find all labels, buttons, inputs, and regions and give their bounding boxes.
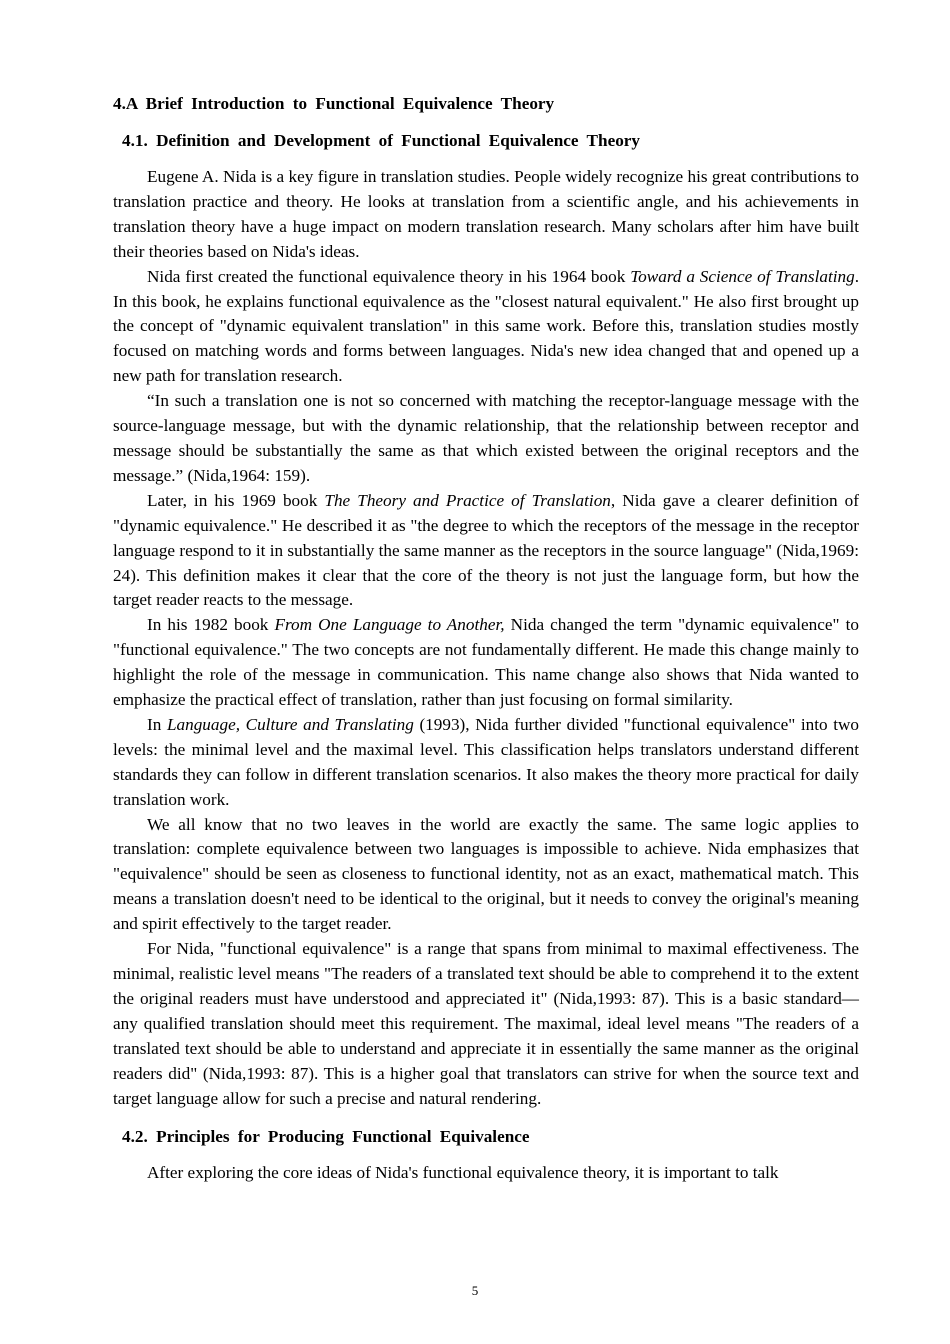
paragraph: After exploring the core ideas of Nida's functional equivalence theory, it is important to talk <box>147 1163 779 1183</box>
paragraph: Eugene A. Nida is a key figure in translation studies. People widely recognize his great contributions to translation practice and theory. He looks at translation from a scientific angle, and his achievements in translation theory have a huge impact on modern translation research. Many scholars after him have built their theories based on Nida's ideas. <box>113 167 859 261</box>
quote-paragraph: “In such a translation one is not so concerned with matching the receptor-language message with the source-language message, but with the dynamic relationship, that the relationship between receptor and message should be substantially the same as that which existed between the original receptors and the message.” (Nida,1964: 159). <box>113 391 859 485</box>
paragraph: In Language, Culture and Translating (1993), Nida further divided "functional equivalence" into two levels: the minimal level and the maximal level. This classification helps translators understand different standards they can follow in different translation scenarios. It also makes the theory more practical for daily translation work. <box>113 714 859 809</box>
paragraph: For Nida, "functional equivalence" is a range that spans from minimal to maximal effectiveness. The minimal, realistic level means "The readers of a translated text should be able to comprehend it to the extent the original readers must have understood and appreciated it" (Nida,1993: 87). This is a basic standard—any qualified translation should meet this requirement. The maximal, ideal level means "The readers of a translated text should be able to understand and appreciate it in essentially the same manner as the original readers did" (Nida,1993: 87). This is a higher goal that translators can strive for when the source text and target language allow for such a precise and natural rendering. <box>113 939 859 1108</box>
paragraph: In his 1982 book From One Language to Another, Nida changed the term "dynamic equivalence" to "functional equivalence." The two concepts are not fundamentally different. He made this change mainly to highlight the role of the message in communication. This name change also shows that Nida wanted to emphasize the practical effect of translation, rather than just focusing on formal similarity. <box>113 615 859 710</box>
paragraph: Nida first created the functional equivalence theory in his 1964 book Toward a Science of Translating. In this book, he explains functional equivalence as the "closest natural equivalent." He also first brought up the concept of "dynamic equivalent translation" in this same work. Before this, translation studies mostly focused on matching words and forms between languages. Nida's new idea changed that and opened up a new path for translation research. <box>113 266 859 386</box>
page-body <box>113 91 859 1186</box>
book-title: Toward a Science of Translating <box>630 266 855 286</box>
page-number: 5 <box>471 1283 479 1298</box>
book-title: Language, Culture and Translating <box>166 714 414 734</box>
section-heading-4-2: 4.2. Principles for Producing Functional Equivalence <box>122 1127 530 1147</box>
paragraph: We all know that no two leaves in the world are exactly the same. The same logic applies to translation: complete equivalence between two languages is impossible to achieve. Nida emphasizes that "equivalence" should be seen as closeness to functional identity, not as an exact, mathematical match. This means a translation doesn't need to be identical to the original, but it needs to convey the original's meaning and spirit effectively to the target reader. <box>113 814 859 934</box>
book-title: From One Language to Another, <box>274 615 505 635</box>
section-heading-4-1: 4.1. Definition and Development of Functional Equivalence Theory <box>122 131 641 150</box>
chapter-heading: 4.A Brief Introduction to Functional Equivalence Theory <box>113 94 555 113</box>
paragraph: Later, in his 1969 book The Theory and Practice of Translation, Nida gave a clearer definition of "dynamic equivalence." He described it as "the degree to which the receptors of the message in the receptor language respond to it in substantially the same manner as the receptors in the source language" (Nida,1969: 24). This definition makes it clear that the core of the theory is not just the language form, but how the target reader reacts to the message. <box>113 490 860 610</box>
book-title: The Theory and Practice of Translation <box>324 490 611 510</box>
